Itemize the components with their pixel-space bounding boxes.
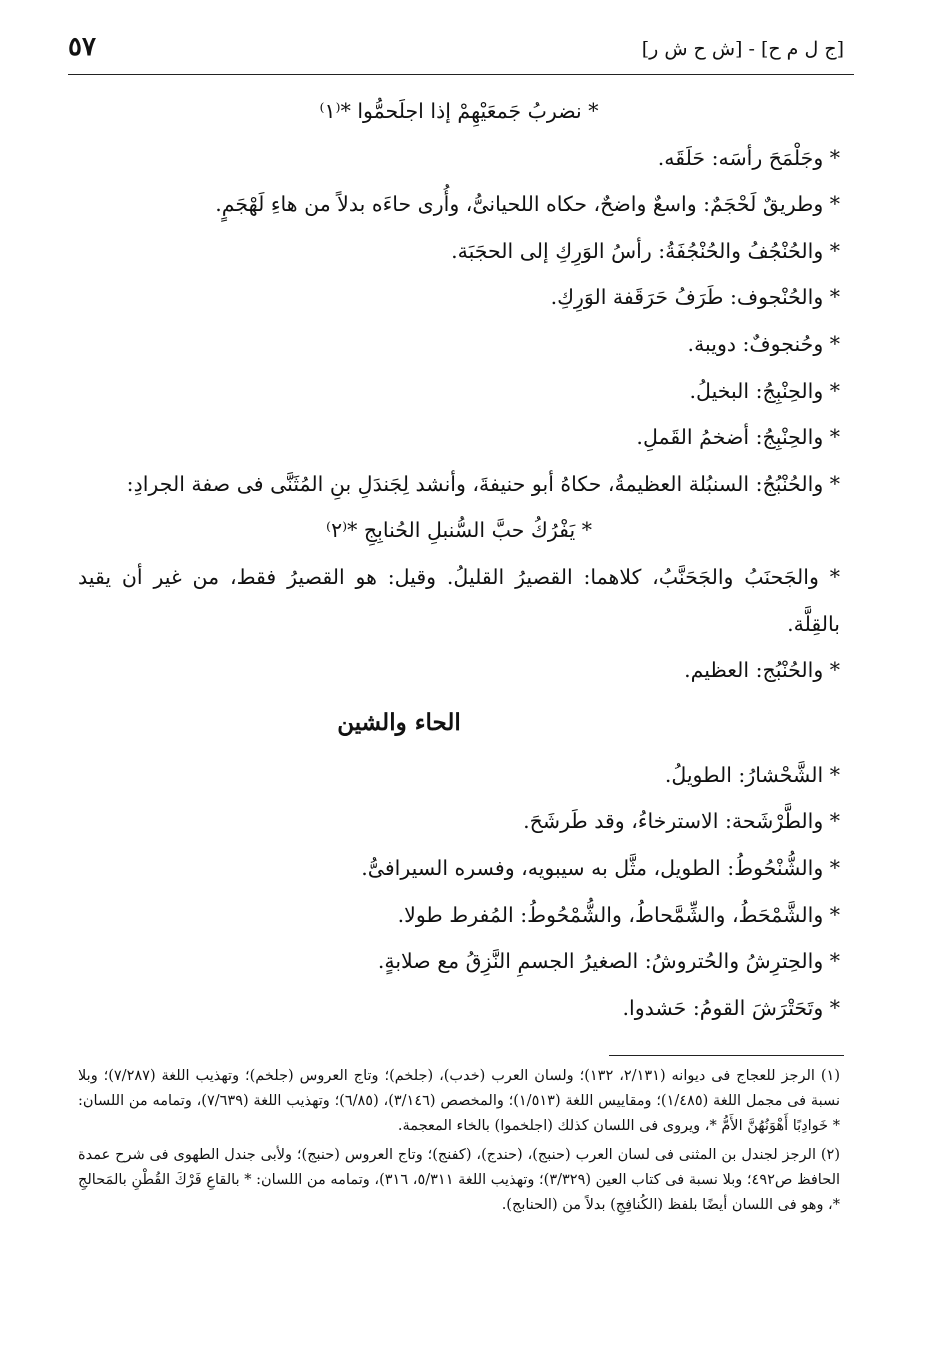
entry-line: * والشُّنْحُوطُ: الطويل، مثَّل به سيبويه، وفسره السيرافىُّ. — [361, 855, 840, 880]
entry-line: * وطريقٌ لَحْجَمٌ: واسعٌ واضحٌ، حكاه اللحيانىُّ، وأُرى حاءَه بدلاً من هاءِ لَهْجَمٍ. — [215, 192, 840, 217]
entry-line: * وجَلْمَحَ رأسَه: حَلَقَه. — [657, 145, 840, 170]
header-divider — [68, 74, 854, 75]
verse-line: * نضربُ جَمعَيْهِمْ إذا اجلَحمُّوا *⁽١⁾ — [319, 99, 599, 123]
entry-line: * والحُنْبُجُ: السنبُلة العظيمةُ، حكاهُ أبو حنيفةَ، وأنشد لِجَندَلِ بنِ المُثَنَّى فى صفة الجرادِ: — [126, 471, 840, 496]
footnote-divider — [609, 1055, 844, 1056]
footnote: (١) الرجز للعجاج فى ديوانه (٢/١٣١، ١٣٢)؛ ولسان العرب (خدب)، (جلخم)؛ وتاج العروس (جلخم)؛ وتهذيب اللغة (٧/٢٨٧)؛ وبلا نسبة فى مجمل اللغة (١/٤٨٥)؛ ومقاييس اللغة (١/٥١٣)؛ والمخصص (٣/١٤٦)، (٦/٨٥)؛ وتهذيب اللغة (٧/٦٣٩)، وتمامه من اللسان: * خَوادِبًا أَهْوَنُهُنَّ الأَمُّ *، ويروى فى اللسان كذلك (اجلخموا) بالخاء المعجمة. — [78, 1068, 840, 1134]
entry-line: * الشَّحْشارُ: الطويلُ. — [664, 762, 840, 787]
page-header — [68, 32, 844, 72]
entry-line: * وحُنجوفٌ: دويبة. — [687, 331, 840, 356]
footnote: (٢) الرجز لجندل بن المثنى فى لسان العرب (حنبج)، (حندج)، (كفنج)؛ وتاج العروس (حنبج)؛ ولأبى جندل الطهوى فى شرح عمدة الحافظ ص٤٩٢؛ وبلا نسبة فى كتاب العين (٣/٣٢٩)؛ وتهذيب اللغة ٥/٣١١، ٣١٦)، وتمامه من اللسان: * بالقاعِ فَرْكَ القُطْنِ بالمَحالجِ *، وهو فى اللسان أيضًا بلفظ (الكُنافِجِ) بدلاً من (الحنابج). — [78, 1147, 841, 1213]
footnotes — [78, 1064, 840, 1222]
entry-line: * والحُنْجوف: طَرَفُ حَرَقَفة الوَرِكِ. — [550, 285, 840, 310]
main-text — [78, 88, 840, 1031]
entry-line: * وتَحَتْرَشَ القومُ: حَشدوا. — [622, 995, 840, 1020]
entry-line: * والحِترِشُ والحُتروشُ: الصغيرُ الجسمِ النَّزِقُ مع صلابةٍ. — [377, 949, 840, 974]
running-title: [ج ل م ح] - [ش ح ش ر] — [641, 38, 844, 60]
page-number: ٥٧ — [68, 32, 96, 62]
entry-line: * والطَّرْشَحة: الاسترخاءُ، وقد طَرشَحَ. — [523, 809, 840, 834]
entry-line: * والشَّمْحَطُ، والشِّمَّحاطُ، والشُّمْحُوطُ: المُفرط طولا. — [397, 902, 840, 927]
section-heading: الحاء والشين — [337, 708, 461, 736]
entry-line: * والحُنْجُفُ والحُنْجُفَةُ: رأسُ الوَرِكِ إلى الحجَبَة. — [451, 238, 840, 263]
entry-line: * والحِنْبِجُ: أضخمُ القَملِ. — [636, 425, 840, 450]
entry-line: * والحِنْبِجُ: البخيلُ. — [689, 378, 840, 403]
entry-paragraph: * والجَحنَبُ والجَحَنَّبُ، كلاهما: القصيرُ القليلُ. وقيل: هو القصيرُ فقط، من غير أن يقيد بالقِلَّة. — [78, 564, 840, 636]
entry-line: * والحُنْبُج: العظيم. — [684, 658, 840, 683]
verse-line: * يَفْرُكُ حبَّ السُّنبلِ الحُنابِجِ *⁽٢⁾ — [326, 518, 592, 543]
